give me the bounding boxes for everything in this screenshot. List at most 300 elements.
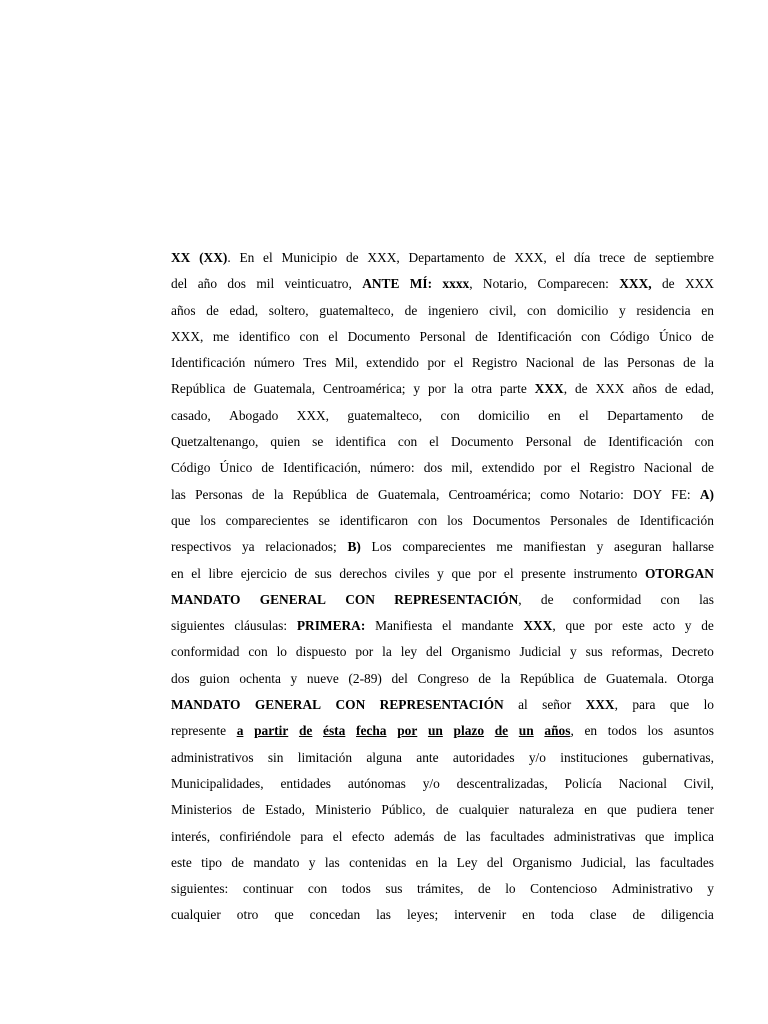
- text-run: instituciones: [560, 749, 628, 765]
- text-run: y: [308, 854, 316, 870]
- word: [265, 797, 305, 823]
- word: [579, 403, 589, 429]
- word: [530, 876, 597, 902]
- text-run: Identificación: [171, 355, 246, 371]
- text-run: año: [197, 276, 218, 292]
- text-line: [171, 587, 714, 613]
- text-run: tener: [687, 802, 714, 818]
- word: [323, 718, 345, 744]
- word: [521, 561, 566, 587]
- word: [254, 376, 315, 402]
- text-run: edad,: [685, 381, 714, 397]
- word: [375, 613, 432, 639]
- bold-text: OTORGAN: [645, 565, 714, 581]
- text-run: Identificación: [608, 434, 683, 450]
- bold-text: XXX: [534, 381, 564, 397]
- word: [171, 745, 254, 771]
- text-run: me: [496, 539, 513, 555]
- word: [565, 771, 602, 797]
- text-run: mandante: [461, 618, 514, 634]
- word: [417, 876, 463, 902]
- word: [408, 245, 484, 271]
- word: [171, 298, 196, 324]
- word: [200, 508, 216, 534]
- text-run: alguna: [366, 749, 403, 765]
- text-run: República: [171, 381, 226, 397]
- text-run: Judicial,: [581, 854, 627, 870]
- text-run: el: [332, 828, 343, 844]
- text-run: Organismo: [512, 854, 572, 870]
- word: [171, 876, 228, 902]
- text-run: Ley: [456, 854, 478, 870]
- word: [416, 745, 438, 771]
- word: [471, 376, 492, 402]
- text-run: conformidad: [171, 644, 240, 660]
- word: [230, 298, 259, 324]
- word: [604, 350, 619, 376]
- word: [248, 639, 267, 665]
- text-run: con: [397, 434, 418, 450]
- word: [171, 376, 225, 402]
- bold-text: CON: [335, 697, 366, 713]
- text-run: dos: [171, 670, 190, 686]
- word: [367, 245, 399, 271]
- text-line: [171, 376, 714, 402]
- text-run: Comparecen:: [537, 276, 609, 292]
- text-run: Departamento: [607, 407, 683, 423]
- text-run: Documentos: [472, 512, 541, 528]
- text-run: descentralizadas,: [456, 775, 548, 791]
- word: [171, 666, 190, 692]
- word: [627, 350, 675, 376]
- text-run: las: [699, 591, 714, 607]
- word: [237, 718, 244, 744]
- word: [707, 876, 714, 902]
- word: [385, 876, 402, 902]
- text-line: [171, 876, 714, 902]
- text-run: Estado,: [265, 802, 306, 818]
- text-run: reformas,: [611, 644, 663, 660]
- word: [171, 561, 184, 587]
- text-run: con: [248, 644, 268, 660]
- text-run: domicilio: [478, 407, 530, 423]
- word: [171, 850, 192, 876]
- text-run: con: [660, 591, 680, 607]
- word: [573, 587, 641, 613]
- word: [661, 902, 714, 928]
- underlined-bold-text: de: [494, 723, 509, 739]
- text-run: Nacional: [525, 355, 575, 371]
- word: [227, 271, 246, 297]
- word: [300, 324, 319, 350]
- word: [220, 455, 253, 481]
- word: [268, 745, 284, 771]
- word: [660, 850, 714, 876]
- word: [451, 455, 472, 481]
- word: [647, 718, 663, 744]
- word: [171, 508, 190, 534]
- word: [348, 666, 381, 692]
- word: [519, 797, 574, 823]
- bold-text: ANTE: [362, 276, 400, 292]
- text-run: con: [299, 328, 319, 344]
- word: [584, 797, 597, 823]
- text-run: de: [478, 670, 491, 686]
- text-run: las: [635, 854, 651, 870]
- word: [695, 429, 714, 455]
- word: [505, 876, 515, 902]
- text-run: Administrativo: [611, 881, 693, 897]
- text-run: concedan: [309, 907, 361, 923]
- word: [586, 639, 603, 665]
- word: [519, 718, 534, 744]
- word: [226, 508, 309, 534]
- word: [665, 376, 678, 402]
- word: [586, 692, 618, 718]
- word: [319, 298, 394, 324]
- word: [475, 324, 488, 350]
- word: [685, 376, 714, 402]
- word: [660, 587, 679, 613]
- word: [462, 613, 514, 639]
- word: [634, 245, 647, 271]
- text-line: [171, 324, 714, 350]
- text-line: [171, 824, 714, 850]
- word: [496, 534, 512, 560]
- text-run: interés,: [171, 828, 211, 844]
- text-run: FE:: [671, 486, 691, 502]
- text-run: de: [231, 854, 244, 870]
- text-run: este: [171, 854, 192, 870]
- text-run: extendido: [481, 460, 535, 476]
- text-run: todos: [341, 881, 371, 897]
- text-run: y: [290, 670, 298, 686]
- text-line: [171, 666, 714, 692]
- word: [642, 745, 714, 771]
- word: [171, 534, 231, 560]
- text-run: continuar: [242, 881, 294, 897]
- text-run: presente: [521, 565, 566, 581]
- text-run: lo: [505, 881, 516, 897]
- word: [372, 534, 392, 560]
- word: [581, 324, 600, 350]
- word: [457, 850, 478, 876]
- word: [280, 771, 331, 797]
- text-run: siguientes: [171, 618, 225, 634]
- text-run: facultades: [659, 854, 714, 870]
- word: [637, 797, 677, 823]
- text-run: efecto: [351, 828, 385, 844]
- text-run: el: [453, 355, 464, 371]
- text-run: Único: [219, 460, 253, 476]
- text-run: ochenta: [239, 670, 281, 686]
- text-run: facultades: [490, 828, 545, 844]
- word: [391, 666, 407, 692]
- text-run: de: [233, 381, 246, 397]
- text-run: de: [475, 328, 488, 344]
- text-run: nueve: [306, 670, 339, 686]
- word: [519, 639, 561, 665]
- text-run: sus: [585, 644, 603, 660]
- word: [270, 429, 300, 455]
- text-run: de: [664, 381, 678, 397]
- word: [701, 324, 714, 350]
- text-run: por: [543, 460, 562, 476]
- word: [398, 429, 417, 455]
- word: [447, 508, 463, 534]
- text-run: Guatemala,: [253, 381, 316, 397]
- word: [473, 508, 541, 534]
- word: [171, 429, 258, 455]
- text-run: Personal: [525, 434, 572, 450]
- text-run: y/o: [422, 775, 440, 791]
- bold-text: GENERAL: [259, 591, 326, 607]
- word: [459, 797, 509, 823]
- text-run: Personal: [419, 328, 466, 344]
- text-line: [171, 613, 714, 639]
- text-run: domicilio: [556, 302, 609, 318]
- text-run: Notario,: [482, 276, 528, 292]
- text-run: Contencioso: [530, 881, 598, 897]
- text-run: guatemalteco,: [319, 302, 394, 318]
- word: [670, 692, 689, 718]
- word: [589, 455, 634, 481]
- text-run: con: [581, 328, 601, 344]
- word: [560, 745, 628, 771]
- word: [542, 692, 571, 718]
- word: [241, 561, 287, 587]
- word: [303, 350, 326, 376]
- word: [340, 508, 408, 534]
- text-run: cláusulas:: [234, 618, 288, 634]
- text-run: por: [594, 618, 613, 634]
- text-run: en: [584, 802, 597, 818]
- text-run: se: [318, 512, 330, 528]
- text-run: Policía: [564, 775, 602, 791]
- text-run: XXX,: [514, 250, 547, 265]
- text-run: de: [493, 250, 506, 265]
- text-run: identifico: [238, 328, 291, 344]
- word: [612, 876, 693, 902]
- word: [319, 508, 330, 534]
- text-run: la: [273, 486, 284, 502]
- word: [394, 587, 521, 613]
- text-run: además: [394, 828, 435, 844]
- word: [671, 482, 690, 508]
- text-run: Ministerio: [315, 802, 372, 818]
- word: [171, 324, 203, 350]
- word: [538, 271, 609, 297]
- word: [346, 245, 359, 271]
- text-run: de: [345, 250, 359, 265]
- text-run: el: [191, 565, 201, 581]
- word: [254, 718, 288, 744]
- text-run: de: [435, 802, 449, 818]
- text-line: [171, 771, 714, 797]
- text-run: la: [453, 381, 464, 397]
- text-run: los: [647, 723, 664, 739]
- word: [312, 429, 323, 455]
- text-line: [171, 718, 714, 744]
- text-run: Identificación: [497, 328, 572, 344]
- word: [606, 666, 667, 692]
- text-run: de: [583, 434, 597, 450]
- bold-text: XXX: [523, 618, 553, 634]
- text-run: siguientes:: [171, 881, 229, 897]
- word: [644, 455, 692, 481]
- word: [198, 271, 217, 297]
- word: [677, 666, 714, 692]
- word: [417, 666, 468, 692]
- text-run: Abogado: [229, 407, 279, 423]
- word: [252, 482, 265, 508]
- word: [325, 850, 340, 876]
- word: [454, 718, 485, 744]
- text-run: Quetzaltenango,: [171, 434, 259, 450]
- text-run: lo: [703, 697, 714, 713]
- word: [171, 718, 226, 744]
- word: [466, 824, 481, 850]
- underlined-bold-text: un: [518, 723, 534, 739]
- word: [453, 745, 515, 771]
- text-run: que: [565, 618, 585, 634]
- word: [595, 613, 613, 639]
- word: [395, 561, 430, 587]
- text-run: de: [701, 328, 714, 344]
- text-run: de: [701, 618, 714, 634]
- word: [255, 692, 321, 718]
- word: [307, 666, 339, 692]
- word: [237, 902, 259, 928]
- word: [597, 534, 604, 560]
- text-run: Congreso: [417, 670, 469, 686]
- text-run: de: [356, 486, 369, 502]
- text-run: relacionados;: [265, 539, 337, 555]
- text-run: en: [584, 723, 598, 739]
- text-run: Judicial: [519, 644, 562, 660]
- word: [242, 797, 255, 823]
- text-run: septiembre: [655, 250, 714, 265]
- word: [544, 455, 562, 481]
- text-run: y: [413, 381, 421, 397]
- text-run: mandato: [253, 854, 300, 870]
- word: [584, 666, 597, 692]
- text-run: aseguran: [614, 539, 662, 555]
- word: [672, 639, 714, 665]
- word: [451, 561, 470, 587]
- word: [416, 850, 429, 876]
- text-run: Personas: [195, 486, 243, 502]
- word: [701, 403, 714, 429]
- text-run: Municipalidades,: [171, 775, 264, 791]
- text-run: número:: [369, 460, 415, 476]
- word: [335, 429, 386, 455]
- text-run: me: [212, 328, 230, 344]
- word: [274, 482, 284, 508]
- text-run: República: [292, 486, 347, 502]
- text-run: Público,: [381, 802, 426, 818]
- text-run: pudiera: [636, 802, 677, 818]
- word: [281, 245, 337, 271]
- text-run: autoridades: [452, 749, 515, 765]
- text-run: ,: [563, 381, 568, 397]
- text-run: con: [526, 302, 547, 318]
- text-run: de: [294, 565, 308, 581]
- word: [614, 534, 662, 560]
- text-run: la: [500, 670, 511, 686]
- bold-text: XX: [171, 250, 191, 265]
- text-run: Otorga: [676, 670, 714, 686]
- word: [493, 245, 506, 271]
- text-run: extendido: [366, 355, 419, 371]
- word: [171, 639, 239, 665]
- word: [206, 298, 219, 324]
- text-run: que: [451, 565, 471, 581]
- word: [293, 482, 347, 508]
- word: [607, 797, 626, 823]
- word: [191, 561, 201, 587]
- word: [410, 271, 432, 297]
- text-run: por: [355, 644, 374, 660]
- word: [171, 692, 240, 718]
- text-run: dispuesto: [295, 644, 347, 660]
- word: [454, 376, 464, 402]
- text-run: de: [661, 276, 675, 292]
- word: [483, 271, 527, 297]
- word: [347, 534, 360, 560]
- text-run: que: [274, 907, 294, 923]
- word: [554, 824, 636, 850]
- word: [653, 613, 675, 639]
- bold-text: A): [699, 486, 714, 502]
- text-run: del: [171, 276, 188, 292]
- text-run: comparecientes: [225, 512, 309, 528]
- word: [382, 639, 392, 665]
- word: [595, 376, 624, 402]
- word: [683, 350, 696, 376]
- word: [645, 824, 664, 850]
- word: [171, 350, 245, 376]
- text-run: limitación: [297, 749, 353, 765]
- word: [525, 429, 571, 455]
- word: [423, 771, 440, 797]
- word: [294, 561, 307, 587]
- word: [581, 850, 626, 876]
- text-run: las: [603, 355, 619, 371]
- text-line: [171, 692, 714, 718]
- word: [297, 403, 329, 429]
- text-run: Civil,: [683, 775, 714, 791]
- word: [427, 350, 445, 376]
- text-run: de: [574, 381, 588, 397]
- text-line: [171, 534, 714, 560]
- bold-text: XXX: [585, 697, 615, 713]
- word: [699, 587, 714, 613]
- text-line: [171, 902, 714, 928]
- word: [171, 902, 221, 928]
- word: [397, 718, 417, 744]
- text-run: mil,: [451, 460, 473, 476]
- bold-text: MANDATO: [171, 591, 241, 607]
- word: [362, 271, 399, 297]
- text-run: sin: [267, 749, 284, 765]
- word: [584, 429, 597, 455]
- text-run: las: [171, 486, 186, 502]
- text-run: de: [404, 302, 418, 318]
- word: [478, 666, 491, 692]
- text-line: [171, 745, 714, 771]
- text-run: Nacional: [618, 775, 667, 791]
